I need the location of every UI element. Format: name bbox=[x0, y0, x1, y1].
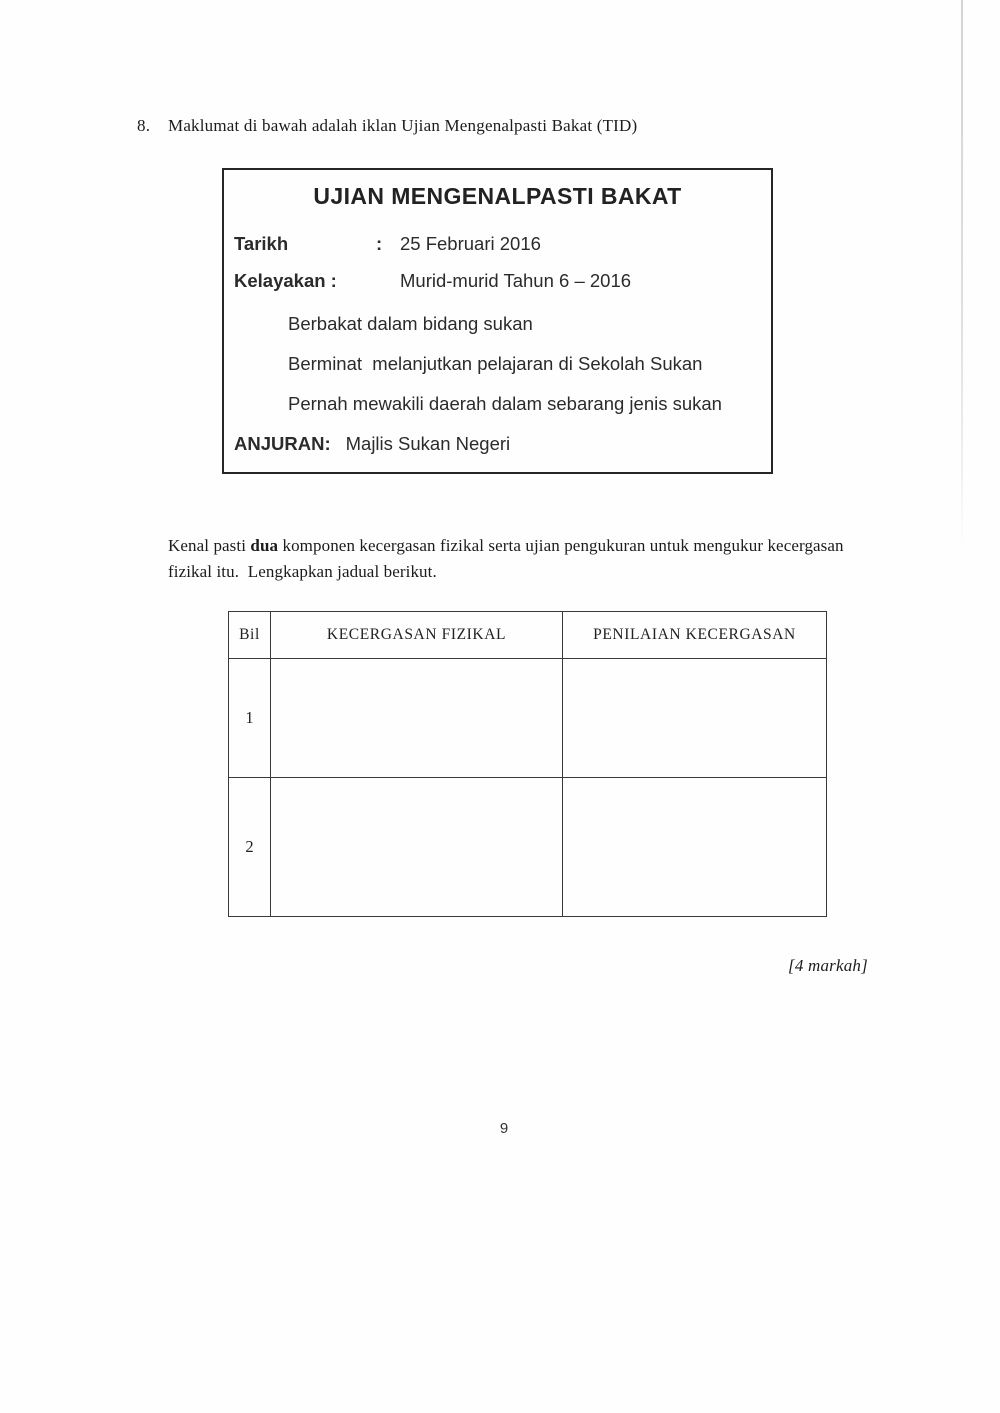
instruction-prefix: Kenal pasti bbox=[168, 536, 251, 555]
advert-criteria-list bbox=[234, 313, 761, 414]
header-bil: Bil bbox=[229, 612, 271, 659]
advert-title: UJIAN MENGENALPASTI BAKAT bbox=[313, 183, 682, 209]
instruction-bold-word: dua bbox=[250, 536, 279, 555]
table-header-row bbox=[229, 612, 827, 659]
fitness-components-table bbox=[228, 611, 827, 917]
eligibility-value: Murid-murid Tahun 6 – 2016 bbox=[400, 270, 632, 291]
header-kecergasan-fizikal: KECERGASAN FIZIKAL bbox=[271, 612, 563, 659]
marks-note: [4 markah] bbox=[788, 956, 868, 975]
answer-cell-fitness-assessment bbox=[563, 778, 827, 917]
question-line bbox=[137, 116, 637, 136]
answer-cell-fitness-assessment bbox=[563, 659, 827, 778]
header-penilaian-kecergasan: PENILAIAN KECERGASAN bbox=[563, 612, 827, 659]
organiser-value: Majlis Sukan Negeri bbox=[345, 433, 511, 454]
criterion-item: Pernah mewakili daerah dalam sebarang jenis sukan bbox=[288, 393, 722, 414]
criterion-item: Berminat melanjutkan pelajaran di Sekolah Sukan bbox=[288, 353, 703, 374]
answer-cell-fitness-component bbox=[271, 778, 563, 917]
date-colon: : bbox=[376, 233, 383, 254]
instruction-suffix: komponen kecergasan fizikal serta ujian pengukuran untuk mengukur kecergasan fizikal itu. Lengkapkan jadual berikut. bbox=[168, 536, 849, 581]
advert-field-eligibility bbox=[234, 270, 761, 292]
eligibility-colon bbox=[376, 270, 400, 292]
table-row bbox=[229, 778, 827, 917]
instruction-paragraph bbox=[168, 533, 863, 585]
date-value: 25 Februari 2016 bbox=[400, 233, 541, 254]
scan-artifact-line bbox=[961, 0, 963, 548]
talent-test-advert-box bbox=[222, 168, 773, 474]
row-number-cell: 1 bbox=[229, 659, 271, 778]
row-number-cell: 2 bbox=[229, 778, 271, 917]
advert-field-date bbox=[234, 233, 761, 255]
question-text: Maklumat di bawah adalah iklan Ujian Mengenalpasti Bakat (TID) bbox=[168, 116, 638, 135]
advert-organiser-line bbox=[234, 433, 761, 455]
organiser-label: ANJURAN: bbox=[234, 433, 331, 454]
answer-cell-fitness-component bbox=[271, 659, 563, 778]
advert-fields bbox=[234, 233, 761, 292]
eligibility-label: Kelayakan : bbox=[234, 270, 337, 291]
date-label: Tarikh bbox=[234, 233, 289, 254]
page-number: 9 bbox=[499, 1120, 509, 1137]
criterion-item: Berbakat dalam bidang sukan bbox=[288, 313, 533, 334]
question-number: 8. bbox=[137, 116, 151, 135]
table-row bbox=[229, 659, 827, 778]
